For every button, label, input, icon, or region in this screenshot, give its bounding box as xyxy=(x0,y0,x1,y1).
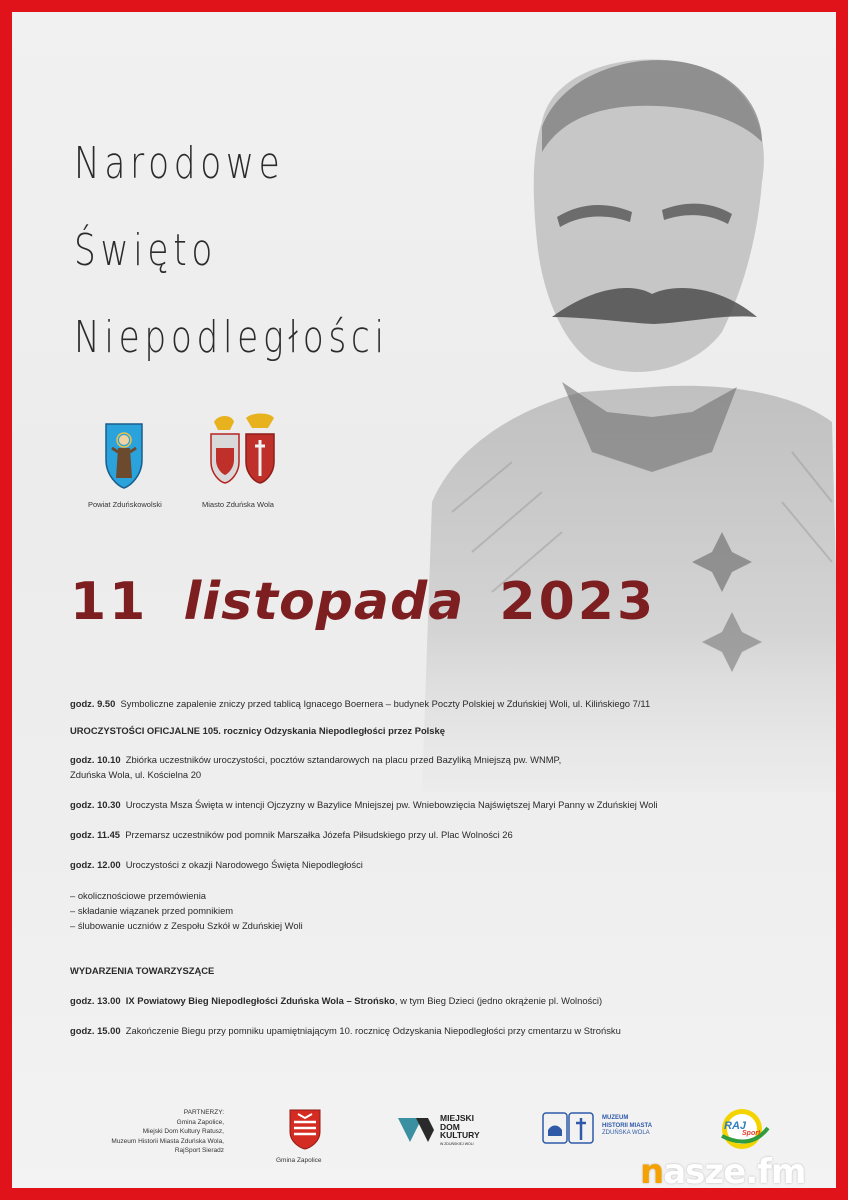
date-day: 11 xyxy=(70,572,149,632)
program-item-continued xyxy=(70,767,201,782)
date-year: 2023 xyxy=(499,572,657,632)
program-subitem: – okolicznościowe przemówienia xyxy=(70,890,207,901)
partner-name: Miejski Dom Kultury Ratusz, xyxy=(142,1128,224,1135)
mdk-line: MIEJSKI xyxy=(440,1113,475,1123)
program-time: godz. 13.00 xyxy=(70,995,121,1006)
program-item xyxy=(70,827,513,842)
program-time: godz. 15.00 xyxy=(70,1025,121,1036)
program-text-bold: IX Powiatowy Bieg Niepodległości Zduńska Wola – Strońsko xyxy=(125,995,395,1006)
program-time: godz. 11.45 xyxy=(70,829,121,840)
museum-line: MUZEUM xyxy=(602,1115,629,1121)
rajsport-logo xyxy=(712,1106,772,1152)
program-text: Zakończenie Biegu przy pomniku upamiętniającym 10. rocznicę Odzyskania Niepodległości przy cmentarzu w Strońsku xyxy=(125,1025,621,1036)
program-time: godz. 10.10 xyxy=(70,754,121,765)
program-subitem: – ślubowanie uczniów z Zespołu Szkół w Zduńskiej Woli xyxy=(70,920,303,931)
mdk-line: W ZDUŃSKIEJ WOLI xyxy=(440,1141,474,1146)
mdk-logo-text xyxy=(440,1114,480,1148)
program-text: Symboliczne zapalenie zniczy przed tablicą Ignacego Boernera – budynek Poczty Polskiej w Zduńskiej Woli, ul. Kilińskiego 7/11 xyxy=(120,698,651,709)
mdk-line: KULTURY xyxy=(440,1130,480,1140)
museum-logo-text xyxy=(602,1115,652,1138)
powiat-label: Powiat Zduńskowolski xyxy=(88,500,162,509)
event-date xyxy=(70,572,656,632)
gmina-zapolice-label: Gmina Zapolice xyxy=(276,1157,322,1164)
museum-line: HISTORII MIASTA xyxy=(602,1122,653,1129)
museum-logo-icon xyxy=(542,1112,594,1146)
program-item xyxy=(70,857,363,872)
title-line-3: Niepodległości xyxy=(74,312,389,363)
partners-list xyxy=(111,1108,224,1156)
poster-paper xyxy=(12,12,836,1188)
partner-name: RajSport Sieradz xyxy=(174,1147,224,1154)
page-title xyxy=(74,120,389,381)
mdk-line: DOM xyxy=(440,1121,460,1132)
portrait-illustration xyxy=(392,32,836,792)
date-month: listopada xyxy=(183,572,465,632)
program-text: , w tym Bieg Dzieci (jedno okrążenie pl. Wolności) xyxy=(394,995,603,1006)
program-text: Zbiórka uczestników uroczystości, pocztów sztandarowych na placu przed Bazyliką Mniejszą pw. WNMP, xyxy=(125,754,562,765)
mdk-logo-icon xyxy=(396,1114,436,1146)
program-text: Uroczysta Msza Święta w intencji Ojczyzny w Bazylice Mniejszej pw. Wniebowzięcia Najświętszej Maryi Panny w Zduńskiej Woli xyxy=(125,799,658,810)
gmina-zapolice-crest-icon xyxy=(288,1108,322,1150)
watermark-logo xyxy=(640,1152,805,1188)
accompanying-heading-text: WYDARZENIA TOWARZYSZĄCE xyxy=(70,965,215,976)
program-time: godz. 9.50 xyxy=(70,698,116,709)
program-time: godz. 10.30 xyxy=(70,799,121,810)
program-text: Przemarsz uczestników pod pomnik Marszałka Józefa Piłsudskiego przy ul. Plac Wolności 26 xyxy=(125,829,513,840)
program-item xyxy=(70,797,658,812)
program-item xyxy=(70,993,602,1008)
program-subitem: – składanie wiązanek przed pomnikiem xyxy=(70,905,234,916)
miasto-label: Miasto Zduńska Wola xyxy=(202,500,274,509)
program-time: godz. 12.00 xyxy=(70,859,121,870)
program-text: Zduńska Wola, ul. Kościelna 20 xyxy=(70,769,202,780)
program-item xyxy=(70,1023,621,1038)
rajsport-raj-text: RAJ xyxy=(724,1120,747,1132)
partner-name: Gmina Zapolice, xyxy=(176,1118,224,1126)
powiat-crest-icon xyxy=(104,420,144,490)
program-item xyxy=(70,696,650,711)
program-item xyxy=(70,752,561,767)
miasto-crest-icon xyxy=(208,412,278,484)
rajsport-sport-text: Sport xyxy=(742,1130,761,1137)
accompanying-heading xyxy=(70,963,214,978)
museum-line: ZDUŃSKA WOLA xyxy=(602,1130,650,1136)
title-line-2: Święto xyxy=(74,225,218,276)
official-heading-text: UROCZYSTOŚCI OFICJALNE 105. rocznicy Odzyskania Niepodległości przez Polskę xyxy=(70,725,445,736)
partners-heading: PARTNERZY: xyxy=(183,1109,224,1116)
official-heading xyxy=(70,723,445,738)
partner-name: Muzeum Historii Miasta Zduńska Wola, xyxy=(111,1137,224,1145)
watermark-rest: asze.fm xyxy=(663,1152,806,1188)
program-text: Uroczystości z okazji Narodowego Święta Niepodległości xyxy=(125,859,363,870)
title-line-1: Narodowe xyxy=(74,138,285,189)
watermark-n: n xyxy=(640,1152,664,1188)
